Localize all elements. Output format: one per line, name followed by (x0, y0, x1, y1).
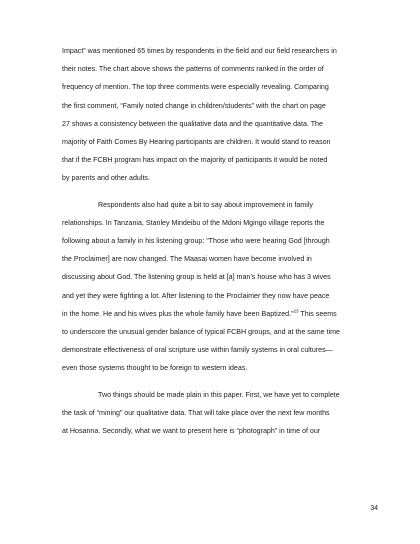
text-line: Two things should be made plain in this paper. First, we have yet to complete (98, 390, 340, 399)
text-line: majority of Faith Comes By Hearing participants are children. It would stand to reason (62, 138, 331, 147)
paragraph-1 (62, 42, 372, 188)
sentence-tail: This seems (298, 309, 337, 318)
text-line: frequency of mention. The top three comments were especially revealing. Comparing (62, 83, 329, 92)
text-line: by parents and other adults. (62, 174, 150, 183)
quote-end-text: in the home. He and his wives plus the whole family have been Baptized.” (62, 309, 294, 318)
text-line: the Proclaimer] are now changed. The Maasai women have become involved in (62, 255, 312, 264)
text-line: demonstrate effectiveness of oral scripture use within family systems in oral cultures— (62, 346, 333, 355)
text-line: that if the FCBH program has impact on the majority of participants it would be noted (62, 156, 328, 165)
text-line: Impact” was mentioned 65 times by respondents in the field and our field researchers in (62, 47, 337, 55)
paragraph-gap (62, 378, 372, 386)
paragraph-2 (62, 196, 372, 378)
text-line: Respondents also had quite a bit to say about improvement in family (98, 200, 313, 209)
paragraph-gap (62, 188, 372, 196)
text-line: their notes. The chart above shows the patterns of comments ranked in the order of (62, 65, 324, 74)
text-line: even those systems thought to be foreign to western ideas. (62, 364, 248, 373)
text-line: the task of “mining” our qualitative data. That will take place over the next few months (62, 408, 330, 417)
paragraph-3 (62, 386, 372, 441)
page-number: 34 (370, 505, 378, 512)
text-line: 27 shows a consistency between the qualitative data and the quantitative data. The (62, 119, 323, 128)
text-line: to underscore the unusual gender balance of typical FCBH groups, and at the same time (62, 328, 341, 337)
text-line: at Hosanna. Secondly, what we want to present here is “photograph” in time of our (62, 427, 321, 436)
text-line: discussing about God. The listening group is held at [a] man’s house who has 3 wives (62, 273, 331, 282)
text-line: and yet they were fighting a lot. After listening to the Proclaimer they now have peace (62, 291, 330, 300)
footnote-marker: 23 (293, 308, 299, 314)
body-text (62, 42, 372, 440)
text-line: relationships. In Tanzania, Stanley Mindeibu of the Mdoni Mgingo village reports the (62, 218, 325, 227)
text-line: following about a family in his listening group: “Those who were hearing God [through (62, 237, 330, 246)
text-line: the first comment, “Family noted change in children/students” with the chart on page (62, 101, 326, 110)
text-line (62, 305, 372, 323)
